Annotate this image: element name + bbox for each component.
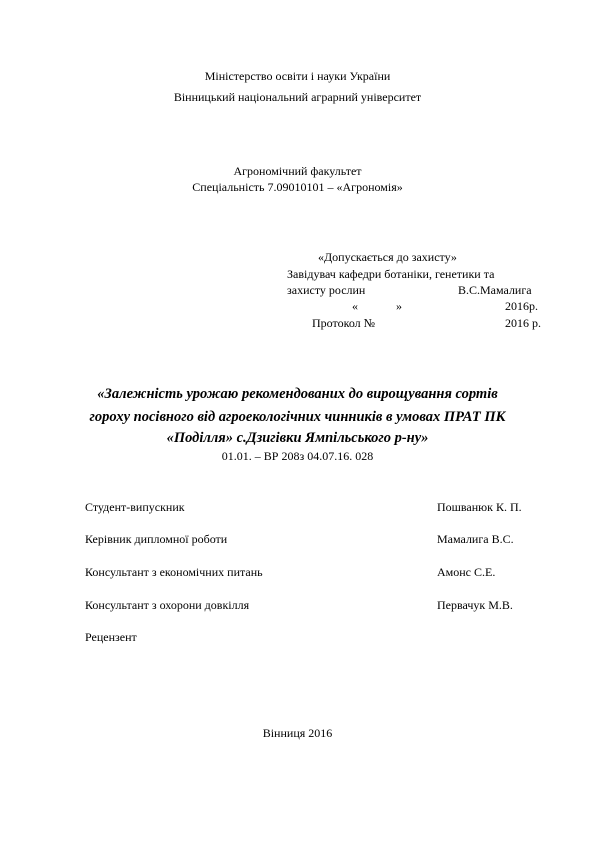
specialty: Спеціальність 7.09010101 – «Агрономія» <box>192 180 403 194</box>
thesis-title-line-2: гороху посівного від агроекологічних чинників в умовах ПРАТ ПК <box>89 409 506 425</box>
approval-head-of-department: Завідувач кафедри ботаніки, генетики та <box>287 267 495 281</box>
thesis-title-line-3: «Поділля» с.Дзигівки Ямпільського р-ну» <box>166 430 429 446</box>
ministry-name: Міністерство освіти і науки України <box>204 69 391 83</box>
place-and-year: Вінниця 2016 <box>262 726 333 740</box>
approval-date-close-quote: » <box>396 299 402 313</box>
faculty-name: Агрономічний факультет <box>233 164 362 178</box>
protocol-year: 2016 р. <box>505 316 541 330</box>
student-name: Пошванюк К. П. <box>437 500 522 514</box>
environment-consultant-role: Консультант з охорони довкілля <box>85 598 250 612</box>
student-role: Студент-випускник <box>85 500 185 514</box>
reviewer-role: Рецензент <box>85 630 137 644</box>
supervisor-role: Керівник дипломної роботи <box>85 532 228 546</box>
approval-head-name: В.С.Мамалига <box>458 283 532 297</box>
approval-date-open-quote: « <box>352 299 358 313</box>
thesis-title-line-1: «Залежність урожаю рекомендованих до вирощування сортів <box>97 386 498 402</box>
protocol-label: Протокол № <box>312 316 376 330</box>
approval-department-label: захисту рослин <box>287 283 366 297</box>
supervisor-name: Мамалига В.С. <box>437 532 514 546</box>
thesis-code: 01.01. – ВР 208з 04.07.16. 028 <box>221 449 374 463</box>
approval-heading: «Допускається до захисту» <box>318 250 457 264</box>
economics-consultant-role: Консультант з економічних питань <box>85 565 263 579</box>
environment-consultant-name: Первачук М.В. <box>437 598 513 612</box>
economics-consultant-name: Амонс С.Е. <box>437 565 496 579</box>
approval-date-year: 2016р. <box>505 299 538 313</box>
university-name: Вінницький національний аграрний університет <box>173 90 422 104</box>
